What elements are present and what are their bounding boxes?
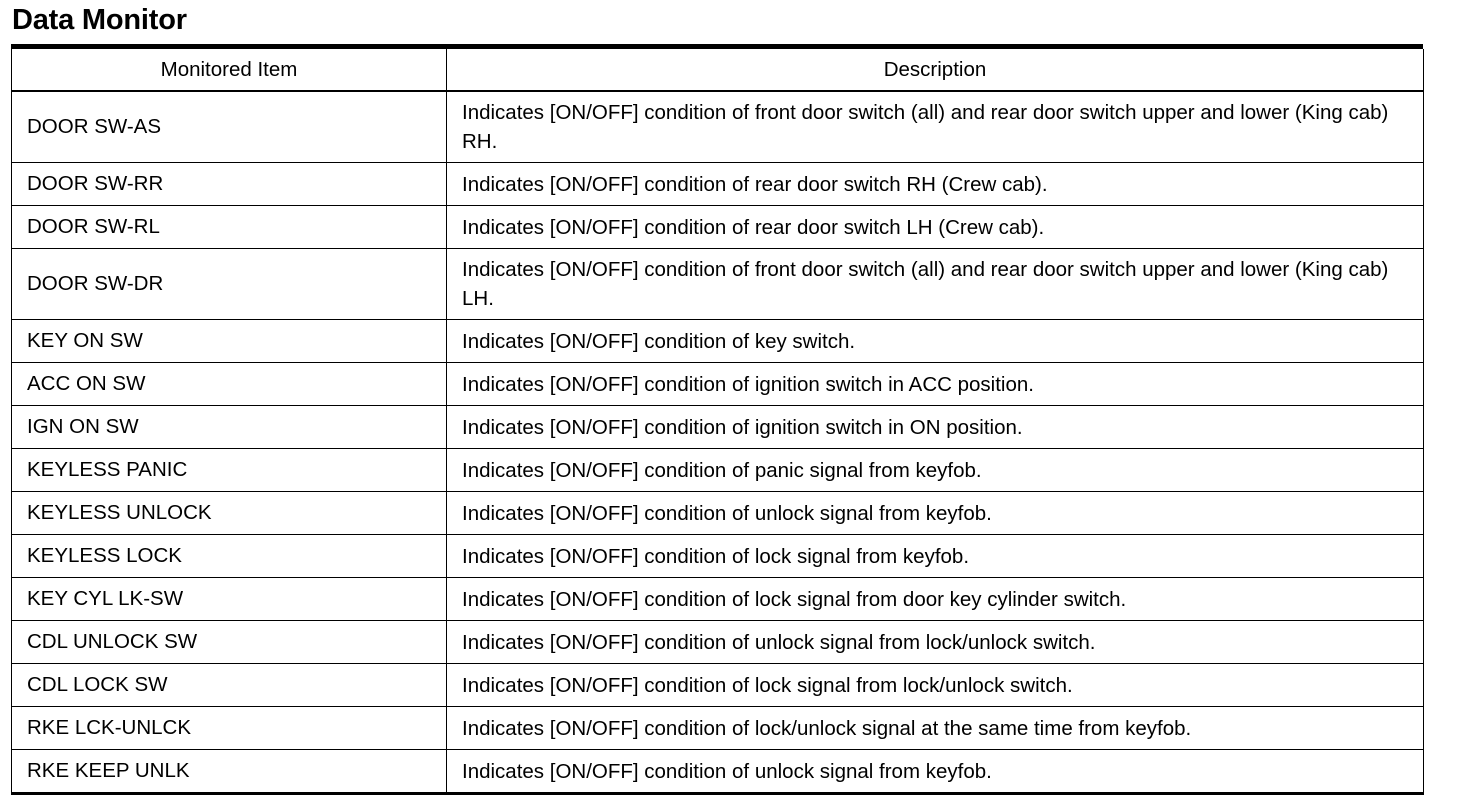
table-row [12,535,1424,578]
column-header-description: Description [447,49,1424,91]
table-row [12,492,1424,535]
monitored-item: DOOR SW-AS [12,91,447,163]
item-description: Indicates [ON/OFF] condition of lock signal from keyfob. [447,535,1424,578]
monitored-item: RKE KEEP UNLK [12,750,447,794]
item-description: Indicates [ON/OFF] condition of ignition switch in ACC position. [447,363,1424,406]
table-row [12,707,1424,750]
item-description: Indicates [ON/OFF] condition of lock signal from door key cylinder switch. [447,578,1424,621]
monitored-item: KEY CYL LK-SW [12,578,447,621]
monitored-item: KEYLESS UNLOCK [12,492,447,535]
table-row [12,449,1424,492]
table-row [12,320,1424,363]
table-row [12,249,1424,320]
monitored-item: IGN ON SW [12,406,447,449]
item-description: Indicates [ON/OFF] condition of front door switch (all) and rear door switch upper and lower (King cab) RH. [447,91,1424,163]
item-description: Indicates [ON/OFF] condition of rear door switch LH (Crew cab). [447,206,1424,249]
monitored-item: DOOR SW-RL [12,206,447,249]
table-row [12,621,1424,664]
table-row [12,163,1424,206]
item-description: Indicates [ON/OFF] condition of lock/unlock signal at the same time from keyfob. [447,707,1424,750]
monitored-item: RKE LCK-UNLCK [12,707,447,750]
column-header-item: Monitored Item [12,49,447,91]
monitored-item: CDL LOCK SW [12,664,447,707]
monitored-item: ACC ON SW [12,363,447,406]
data-monitor-table [11,49,1424,795]
table-row [12,750,1424,794]
item-description: Indicates [ON/OFF] condition of ignition switch in ON position. [447,406,1424,449]
monitored-item: CDL UNLOCK SW [12,621,447,664]
item-description: Indicates [ON/OFF] condition of front door switch (all) and rear door switch upper and lower (King cab) LH. [447,249,1424,320]
item-description: Indicates [ON/OFF] condition of rear door switch RH (Crew cab). [447,163,1424,206]
item-description: Indicates [ON/OFF] condition of key switch. [447,320,1424,363]
table-row [12,363,1424,406]
table-row [12,206,1424,249]
monitored-item: DOOR SW-DR [12,249,447,320]
table-row [12,91,1424,163]
table-row [12,664,1424,707]
item-description: Indicates [ON/OFF] condition of unlock signal from keyfob. [447,492,1424,535]
item-description: Indicates [ON/OFF] condition of unlock signal from lock/unlock switch. [447,621,1424,664]
page-title: Data Monitor [12,4,187,36]
item-description: Indicates [ON/OFF] condition of panic signal from keyfob. [447,449,1424,492]
item-description: Indicates [ON/OFF] condition of unlock signal from keyfob. [447,750,1424,794]
table-header-row [12,49,1424,91]
item-description: Indicates [ON/OFF] condition of lock signal from lock/unlock switch. [447,664,1424,707]
monitored-item: KEYLESS PANIC [12,449,447,492]
table-row [12,406,1424,449]
table-row [12,578,1424,621]
monitored-item: DOOR SW-RR [12,163,447,206]
monitored-item: KEYLESS LOCK [12,535,447,578]
monitored-item: KEY ON SW [12,320,447,363]
